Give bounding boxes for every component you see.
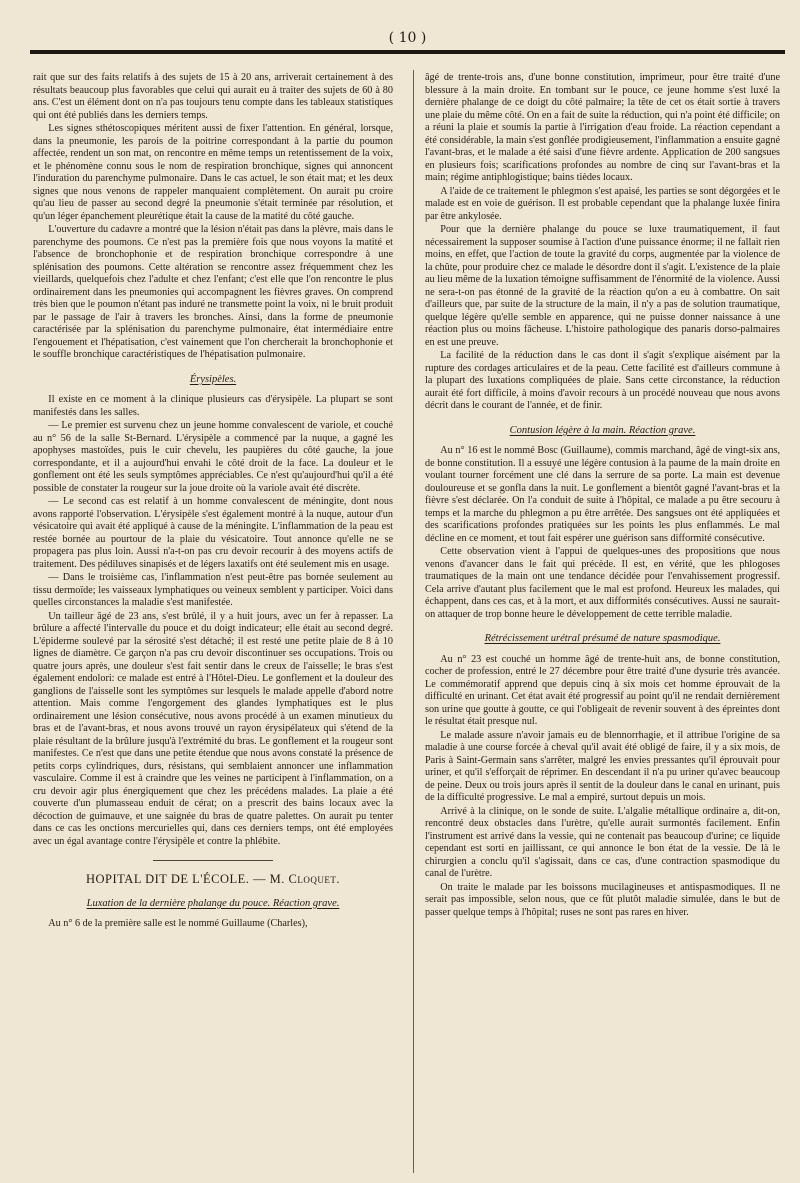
page-number: ( 10 ) — [379, 30, 437, 46]
header-rule — [30, 50, 785, 54]
paragraph: Au n° 6 de la première salle est le nommé Guillaume (Charles), — [48, 918, 308, 929]
paragraph: A l'aide de ce traitement le phlegmon s'est apaisé, les parties se sont dégorgées et le malade est en voie de guérison. Il est probable cependant que la phalange luxée finira par être ankylosée. — [425, 185, 780, 222]
paragraph: L'ouverture du cadavre a montré que la lésion n'était pas dans la plèvre, mais dans le parenchyme des poumons. Ce n'est pas la première fois que nous voyons la matité et l'absence de bronchophonie et de respiration bronchique correspondre à une splénisation des poumons. Cette altération se rencontre assez fréquemment chez les vieillards, quelquefois chez l'adulte et chez l'enfant; c'est elle que l'on rencontre le plus ordinairement dans les pneumonies qui accompagnent les fièvres graves. On comprend très bien que le poumon n'étant pas induré ne transmette point la voix, ni le bruit produit par le passage de l'air à travers les bronches. Ainsi, dans la forme de pneumonie caractérisée par la splénisation du parenchyme pulmonaire, état intermédiaire entre l'engouement et l'hépatisation, c'est vainement que l'on chercherait la bronchophonie et le souffle bronchique caractéristiques de l'hépatisation pulmonaire. — [33, 224, 393, 360]
page-header — [30, 30, 785, 56]
paragraph: Le malade assure n'avoir jamais eu de blennorrhagie, et il attribue l'origine de sa maladie à une course forcée à cheval qu'il avait été obligé de faire, il y a six mois, de Paris à Saint-Germain sans s'arrêter, malgré les envies pressantes qu'il éprouvait pour uriner, et qu'il s'efforçait de réprimer. En descendant il n'a pu uriner qu'avec beaucoup de peine. Deux ou trois jours après il sentit de la douleur dans le canal en urinant, puis de la difficulté progressive. Le mal a empiré, surtout depuis un mois. — [425, 729, 780, 803]
paragraph: Un tailleur âgé de 23 ans, s'est brûlé, il y a huit jours, avec un fer à repasser. La brûlure a affecté l'intervalle du pouce et du doigt indicateur; elle était au second degré. L'épiderme soulevé par la sérosité s'est détaché; il est resté une petite plaie de 8 à 10 lignes de diamètre. Ce garçon n'a pas cru devoir discontinuer ses occupations. Trois ou quatre jours après, une douleur s'est fait sentir dans le creux de l'aisselle; le bras s'est également endolori: ce malade est entré à l'Hôtel-Dieu. Le gonflement et la douleur des ganglions de l'aisselle sont les symptômes sur lesquels le malade appelle d'abord notre attention. Mais comme l'engorgement des glandes lymphatiques est le plus ordinairement une lésion consécutive, nous avons procédé à un examen minutieux du bras et de l'avant-bras, et nous avons trouvé un rayon érysipélateux qui s'étend de la plaie résultant de la brûlure jusqu'à l'extrémité du bras. Le gonflement et la rougeur sont manifestes. Ce n'est que dans une petite étendue que nous avons constaté la présence de petits corps cylindriques, durs, résistans, qui semblaient annoncer une inflammation vasculaire. Comme il est à craindre que les veines ne participent à l'inflammation, on a cru devoir agir plus énergiquement que chez les précédens malades. La plaie a été couverte d'un plumasseau enduit de cérat; on a prescrit des bains locaux avec la décoction de guimauve, et une saignée du bras de quatre palettes. On aurait pu tenter dans ce cas les onctions mercurielles qui, dans ces derniers temps, ont été employées avec un égal avantage contre l'érysipèle et contre la phlébite. — [33, 610, 393, 847]
section-title-text: HOPITAL DIT DE L'ÉCOLE. — M. — [85, 872, 289, 886]
subheading-retrecissement: Rétrécissement urétral présumé de nature spasmodique. — [484, 633, 721, 644]
paragraph: — Dans le troisième cas, l'inflammation n'est peut-être pas bornée seulement au tissu dermoïde; les vaisseaux lymphatiques ou veineux semblent y participer. Voici dans quelles circonstances la maladie s'est manifestée. — [33, 572, 393, 608]
subheading-contusion: Contusion légère à la main. Réaction grave. — [509, 424, 696, 436]
subheading-erysipeles: Érysipèles. — [189, 373, 237, 385]
paragraph: rait que sur des faits relatifs à des sujets de 15 à 20 ans, arriverait certainement à des résultats beaucoup plus favorables que celui qui aurait eu à traiter des sujets de 60 à 80 ans. C'est un élément dont on n'a pas toujours tenu compte dans les tableaux statistiques qui ont été publiés dans les derniers temps. — [33, 72, 393, 121]
paragraph: Cette observation vient à l'appui de quelques-unes des propositions que nous venons d'avancer dans le fait qui précède. Il est, en vérité, que les phlogoses traumatiques de la main ont une tendance décidée pour l'envahissement progressif. Cela arrive d'autant plus facilement que le mal est profond. Heureux les malades, qui échappent, dans ces cas, et à la mort, et aux difformités consécutives. Aussi ne saurait-on attaquer de trop bonne heure le développement de cette terrible maladie. — [425, 546, 780, 620]
paragraph: — Le second cas est relatif à un homme convalescent de méningite, dont nous avons rapporté l'observation. L'érysipèle s'est également montré à la nuque, autour d'un vésicatoire qui avait été appliqué à cause de la méningite. L'inflammation de la peau est restée bornée au pourtour de la plaie du vésicatoire. Tout annonce qu'elle ne se propagera pas plus loin. Aussi n'a-t-on pas cru devoir recourir à des moyens actifs de traitement. Des pédiluves sinapisés et de légers laxatifs ont été seulement mis en usage. — [33, 496, 393, 570]
section-separator — [153, 860, 273, 861]
right-column — [425, 72, 780, 1175]
paragraph: Il existe en ce moment à la clinique plusieurs cas d'érysipèle. La plupart se sont manifestés dans les salles. — [33, 394, 393, 418]
paragraph: Arrivé à la clinique, on le sonde de suite. L'algalie métallique ordinaire a, dit-on, rencontré deux obstacles dans l'urètre, qu'elle aurait surmontés facilement. Enfin l'instrument est arrivé dans la vessie, qui ne contenait pas beaucoup d'urine; ce liquide cependant est sorti en jaillissant, ce qui annonce le bon état de la vessie. De là le chirurgien a conclu qu'il s'agissait, dans ce cas, d'une contraction spasmodique du canal de l'urètre. — [425, 805, 780, 879]
paragraph: Les signes sthétoscopiques méritent aussi de fixer l'attention. En général, lorsque, dans la pneumonie, les parois de la poitrine correspondant à la partie du poumon affectée, rendent un son mat, on rencontre en même temps un retentissement de la voix, et le phénomène connu sous le nom de respiration bronchique, signes qui annoncent l'induration du parenchyme pulmonaire. Dans le cas actuel, le son était mat; et les deux signes que nous venons de rappeler manquaient complètement. On aurait pu croire qu'au lieu de passer au second degré la pneumonie s'était terminée par résolution, et qu'un léger épanchement pleurétique était la cause de la matité du côté gauche. — [33, 123, 393, 222]
paragraph: Pour que la dernière phalange du pouce se luxe traumatiquement, il faut nécessairement la supposer soumise à l'action d'une puissance énorme; il ne fallait rien moins, en effet, que l'action de toute la gravité du corps, augmentée par la violence de la chûte, pour produire chez ce malade le désordre dont il s'agit. L'existence de la plaie au lieu même de la luxation témoigne suffisamment de l'énormité de la violence. Aussi ne sera-t-on pas étonné de la gravité de la réaction qu'on a eu à combattre. On sait d'ailleurs que, par suite de la structure de la main, il n'y a pas de solution traumatique, quelque légère qu'elle semble en apparence, qui ne puisse donner naissance à une réaction plus ou moins fâcheuse. L'histoire pathologique des panaris dorso-palmaires en est une preuve. — [425, 224, 780, 348]
paragraph: La facilité de la réduction dans le cas dont il s'agit s'explique aisément par la rupture des cordages articulaires et de la peau. Cette facilité est d'ailleurs commune à la plupart des luxations compliquées de plaie. Sans cette circonstance, la réduction aurait été fort difficile, à moins d'avoir recours à un procédé nouveau que nous avons décrit dans le courant de l'année, et de finir. — [425, 350, 780, 411]
section-title — [33, 873, 393, 886]
paragraph: — Le premier est survenu chez un jeune homme convalescent de variole, et couché au n° 56 de la salle St-Bernard. L'érysipèle a commencé par la nuque, a gagné les apophyses mastoïdes, puis le cuir chevelu, les paupières du côté gauche, la joue correspondante, et il a aujourd'hui envahi le côté droit de la face. La douleur et le gonflement ont été les seuls symptômes appréciables. Ce n'est qu'aujourd'hui qu'il a été possible de constater la rougeur sur la joue droite où la variole avait été discrète. — [33, 420, 393, 494]
paragraph: On traite le malade par les boissons mucilagineuses et antispasmodiques. Il ne serait pas impossible, selon nous, que ce fût plutôt maladie simulée, dans le but de passer quelque temps à l'hôpital; ruses ne sont pas rares en hiver. — [425, 881, 780, 918]
section-author: Cloquet. — [288, 872, 340, 886]
left-column — [33, 72, 393, 1175]
paragraph: Au n° 16 est le nommé Bosc (Guillaume), commis marchand, âgé de vingt-six ans, de bonne constitution. Il a essuyé une légère contusion à la paume de la main droite en voulant tourner forcément une clé dans la serrure de sa porte. La main est devenue douloureuse et se gonfla dans la nuit. Le gonflement a bientôt gagné l'avant-bras et la fièvre s'est déclarée. On l'a conduit de suite à l'hôpital, ce malade a pu être secouru à temps et la marche du phlegmon a pu être arrêtée. Des sangsues ont été appliquées et des scarifications profondes pratiquées sur les points les plus enflammés. Le mal décline en ce moment, et tout fait espérer une guérison sans difformité consécutive. — [425, 445, 780, 544]
paragraph: Au n° 23 est couché un homme âgé de trente-huit ans, de bonne constitution, cocher de profession, entré le 27 décembre pour être traité d'une dysurie très avancée. Le commémoratif apprend que depuis cinq à six mois cet homme éprouvait de la difficulté en urinant. Cet état avait été progressif au point qu'il ne rendait dernièrement son urine que goutte à goutte, ce qui l'obligeait de revenir souvent à des épreintes dont le résultat était presque nul. — [425, 653, 780, 727]
subheading-luxation: Luxation de la dernière phalange du pouce. Réaction grave. — [86, 897, 340, 909]
paragraph: âgé de trente-trois ans, d'une bonne constitution, imprimeur, pour être traité d'une blessure à la main droite. En tombant sur le pouce, ce jeune homme s'est luxé la dernière phalange de ce doigt du côté palmaire; la tête de cet os était sortie à travers une plaie du même côté. On en a fait de suite la réduction, qui n'a point été difficile; on a réuni la plaie et soumis la partie à l'irrigation d'eau froide. La réaction cependant a été considérable, la main s'est gonflée prodigieusement, l'inflammation a ensuite gagné l'avant-bras, et le malade a été saisi d'une fièvre ardente. Application de 200 sangsues en plusieurs fois; scarifications profondes au nombre de cinq sur l'avant-bras et la main; régime antiphlogistique; bains tièdes locaux. — [425, 72, 780, 183]
column-divider — [413, 70, 414, 1173]
